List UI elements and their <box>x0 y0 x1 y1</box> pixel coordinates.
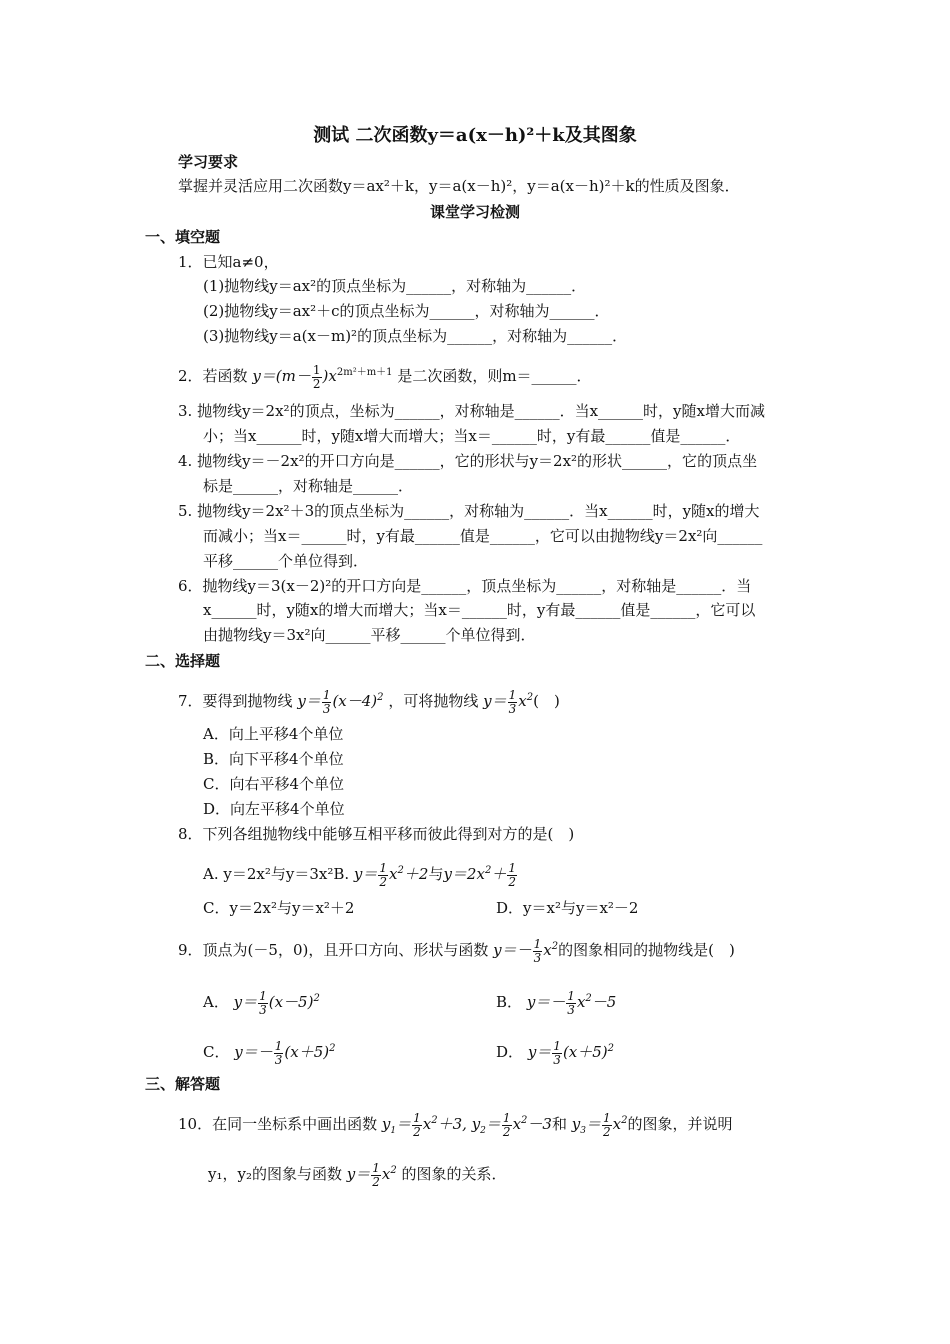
q10-pre: 10．在同一坐标系中画出函数 <box>178 1115 378 1133</box>
page-title: 测试 二次函数y＝a(x－h)²＋k及其图象 <box>313 125 637 146</box>
q9-post: 的图象相同的抛物线是( ) <box>558 941 735 959</box>
q5-line3: 平移______个单位得到． <box>203 552 369 570</box>
q10-line2a: y₁，y₂的图象与函数 <box>208 1165 342 1183</box>
q9-option-b-formula: y＝－ $\frac{1}{3}$ $x^2-5$ <box>526 988 617 1017</box>
q10-line1 <box>178 1106 732 1146</box>
q6-line3: 由抛物线y＝3x²向______平移______个单位得到． <box>203 626 536 644</box>
q9-option-c-label: C． <box>203 1043 230 1061</box>
q9-option-b <box>496 984 616 1017</box>
q10-formula-y1: $y_1=$ $\frac{1}{2}$ $x^2+3$, <box>381 1110 467 1139</box>
q7-post: ( ) <box>533 692 560 710</box>
q5-line2: 而减小；当x＝______时，y有最______值是______，它可以由抛物线y＝2x²向______ <box>203 527 763 545</box>
q9-option-c <box>203 1034 335 1067</box>
q2-expr-a: y＝(m－ <box>252 367 311 385</box>
q10-formula-y2: $y_2=$ $\frac{1}{2}$ $x^2-3$ <box>471 1110 552 1139</box>
section-heading-answer: 三、解答题 <box>145 1075 221 1093</box>
q9-pre: 9．顶点为(－5，0)，且开口方向、形状与函数 <box>178 941 489 959</box>
section-heading-choice: 二、选择题 <box>145 652 221 670</box>
q6-line2: x______时，y随x的增大而增大；当x＝______时，y有最______值是______，它可以 <box>203 601 756 619</box>
q8-stem: 8．下列各组抛物线中能够互相平移而彼此得到对方的是( ) <box>178 825 575 843</box>
section-heading-fill: 一、填空题 <box>145 228 221 246</box>
q9-stem <box>178 932 735 965</box>
q9-option-a-formula: y＝ $\frac{1}{3}$ $(x-5)^2$ <box>233 988 320 1017</box>
q2-post: 是二次函数，则m＝______． <box>397 367 592 385</box>
q1-line2: (2)抛物线y＝ax²＋c的顶点坐标为______，对称轴为______． <box>203 302 610 320</box>
q4-line1: 4. 抛物线y＝－2x²的开口方向是______，它的形状与y＝2x²的形状______，它的顶点坐 <box>178 452 758 470</box>
q2-pre: 2．若函数 <box>178 367 248 385</box>
q9-option-b-label: B． <box>496 993 523 1011</box>
requirement-text: 掌握并灵活应用二次函数y＝ax²＋k，y＝a(x－h)²，y＝a(x－h)²＋k的性质及图象． <box>178 177 740 195</box>
q4-line2: 标是______，对称轴是______． <box>203 477 414 495</box>
q10-and: 和 <box>551 1115 567 1133</box>
q10-line2 <box>208 1156 507 1189</box>
q2-fraction: $\frac{1}{2}$ <box>312 362 321 391</box>
q7-stem <box>178 683 560 716</box>
q3-line1: 3. 抛物线y＝2x²的顶点，坐标为______，对称轴是______．当x______时，y随x增大而减 <box>178 402 765 420</box>
q3-line2: 小；当x______时，y随x增大而增大；当x＝______时，y有最______值是______． <box>203 427 741 445</box>
q10-formula-y3: $y_3=$ $\frac{1}{2}$ $x^2$ <box>571 1110 628 1139</box>
q2-expr-b: )x <box>322 367 337 385</box>
q7-formula-source: y＝ $\frac{1}{3}$ $x^2$ <box>483 687 534 716</box>
q8-option-b-and: 与 <box>428 865 444 883</box>
q7-formula-target: y＝ $\frac{1}{3}$ $(x-4)^2$ <box>297 687 384 716</box>
q8-option-a: A. y＝2x²与y＝3x²B. <box>203 865 350 883</box>
q9-option-a-label: A． <box>203 993 229 1011</box>
q7-mid: ，可将抛物线 <box>388 692 479 710</box>
q9-option-d <box>496 1034 614 1067</box>
q1-stem: 1．已知a≠0， <box>178 253 279 271</box>
q7-option-c: C．向右平移4个单位 <box>203 775 345 793</box>
requirement-heading: 学习要求 <box>178 153 239 171</box>
q5-line1: 5. 抛物线y＝2x²＋3的顶点坐标为______，对称轴为______．当x______时，y随x的增大 <box>178 502 760 520</box>
q6-line1: 6．抛物线y＝3(x－2)²的开口方向是______，顶点坐标为______，对称轴是______．当 <box>178 577 752 595</box>
q7-option-d: D．向左平移4个单位 <box>203 800 345 818</box>
q7-option-b: B．向下平移4个单位 <box>203 750 344 768</box>
q9-option-d-label: D． <box>496 1043 524 1061</box>
q9-option-d-formula: y＝ $\frac{1}{3}$ $(x+5)^2$ <box>527 1038 615 1067</box>
q9-formula: y＝－ $\frac{1}{3}$ $x^2$ <box>493 936 559 965</box>
q7-option-a: A．向上平移4个单位 <box>203 725 344 743</box>
q8-option-b-formula2: $y=2x^2+$ $\frac{1}{2}$ <box>443 860 516 889</box>
q8-row1 <box>203 856 518 889</box>
q10-line2b: 的图象的关系． <box>401 1165 507 1183</box>
q9-option-a <box>203 984 320 1017</box>
q10-post: 的图象，并说明 <box>627 1115 733 1133</box>
q2 <box>178 361 592 391</box>
q7-pre: 7．要得到抛物线 <box>178 692 293 710</box>
q1-line1: (1)抛物线y＝ax²的顶点坐标为______，对称轴为______． <box>203 277 587 295</box>
q9-option-c-formula: y＝－ $\frac{1}{3}$ $(x+5)^2$ <box>234 1038 336 1067</box>
q8-option-c: C．y＝2x²与y＝x²＋2 <box>203 899 355 917</box>
center-heading: 课堂学习检测 <box>429 203 520 221</box>
q2-exponent: 2m²＋m＋1 <box>336 367 393 378</box>
q8-option-d: D．y＝x²与y＝x²－2 <box>496 899 639 917</box>
q8-option-b-formula1: y＝ $\frac{1}{2}$ $x^2+2$ <box>353 860 429 889</box>
q1-line3: (3)抛物线y＝a(x－m)²的顶点坐标为______，对称轴为______． <box>203 327 628 345</box>
q10-formula-base: y＝ $\frac{1}{2}$ $x^2$ <box>346 1160 397 1189</box>
